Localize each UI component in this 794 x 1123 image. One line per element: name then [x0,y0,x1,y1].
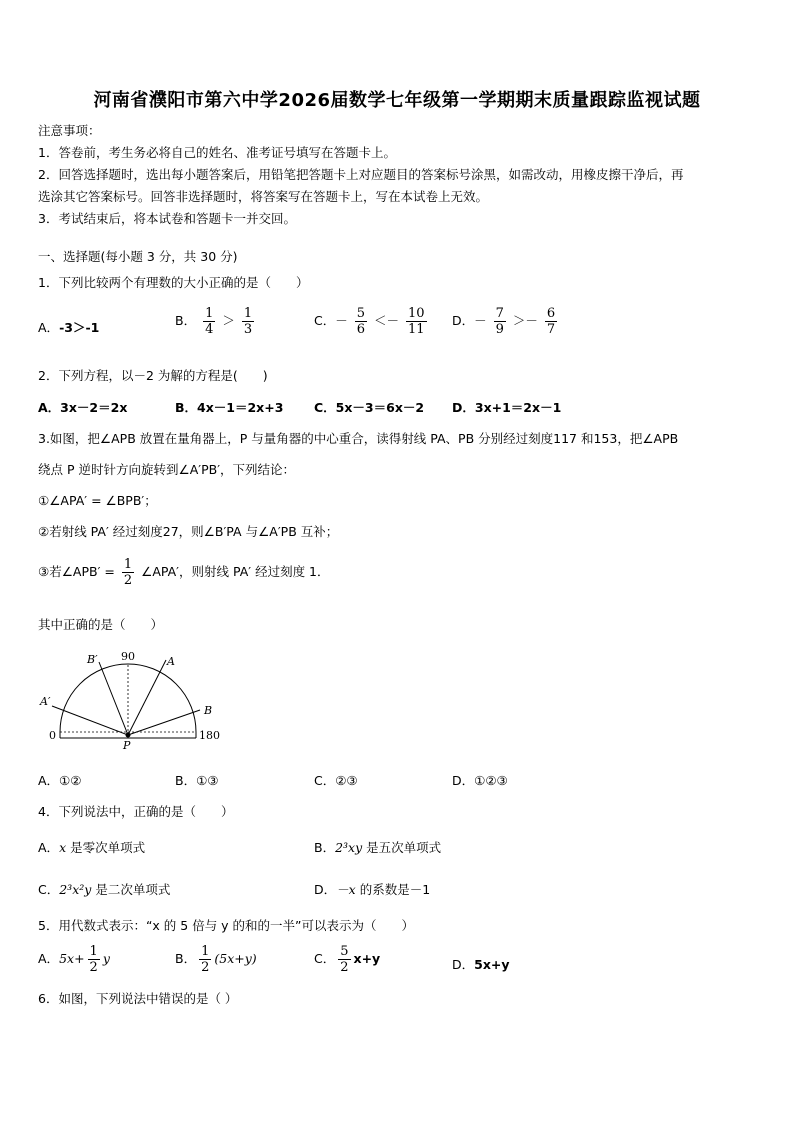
q2-option-c: C．5x－3＝6x－2 [314,400,425,415]
question-5-stem: 5．用代数式表示：“x 的 5 倍与 y 的和的一半”可以表示为（ ） [38,918,415,933]
q4-option-c [38,880,170,898]
statement-3-suffix: ∠APA′，则射线 PA′ 经过刻度 1． [141,564,330,579]
option-label: B． [175,313,197,328]
question-4-stem: 4．下列说法中，正确的是（ ） [38,804,234,819]
math-expression: x [59,840,67,855]
denominator: 3 [243,322,253,337]
q1-option-c [314,306,430,337]
question-3-stem-cont: 绕点 P 逆时针方向旋转到∠A′PB′，下列结论： [38,462,296,477]
q3-option-b: B．①③ [175,773,219,788]
math-expression: 5x+ [59,951,85,966]
math-expression: x+y [353,951,381,966]
numerator: 1 [205,306,214,321]
q4-option-d [314,880,430,898]
label-a-prime: A′ [40,695,51,708]
protractor-figure [34,646,234,750]
denominator: 6 [356,322,366,337]
fraction [338,944,350,975]
numerator: 1 [89,944,98,959]
option-label: B． [314,840,336,855]
math-expression: －x [336,882,356,897]
notice-item: 2．回答选择题时，选出每小题答案后，用铅笔把答题卡上对应题目的答案标号涂黑，如需改动，用橡皮擦干净后，再 [38,167,684,182]
numerator: 5 [356,306,366,321]
math-expression: y [102,951,110,966]
statement-1: ①∠APA′ = ∠BPB′； [38,493,157,508]
question-1-stem: 1．下列比较两个有理数的大小正确的是（ ） [38,275,309,290]
q3-option-a: A．①② [38,773,82,788]
label-p: P [123,739,131,750]
fraction [545,306,557,337]
operator: ＜－ [374,313,400,328]
numerator: 1 [243,306,253,321]
numerator: 1 [123,557,133,572]
q1-option-a [38,318,99,336]
option-text: 是零次单项式 [70,840,146,855]
denominator: 2 [340,960,349,975]
operator: － [474,313,487,328]
notice-heading: 注意事项： [38,123,101,138]
q2-option-a: A．3x－2＝2x [38,400,128,415]
option-text: 是五次单项式 [366,840,442,855]
q5-option-b [175,944,257,975]
option-label: C． [314,313,336,328]
operator: － [335,313,348,328]
center-point [126,733,131,738]
question-2-stem: 2．下列方程，以－2 为解的方程是( ) [38,368,268,383]
fraction [494,306,506,337]
operator: ＞ [222,313,235,328]
label-b-prime: B′ [87,653,98,666]
option-label: A． [38,320,60,335]
numerator: 1 [201,944,210,959]
q5-option-a [38,944,110,975]
denominator: 2 [123,573,133,588]
label-180: 180 [199,729,220,742]
page-title: 河南省濮阳市第六中学2026届数学七年级第一学期期末质量跟踪监视试题 [93,90,701,111]
option-label: D． [452,313,475,328]
label-0: 0 [49,729,56,742]
denominator: 11 [408,322,425,337]
option-text: -3＞-1 [59,320,100,335]
option-text: 是二次单项式 [95,882,171,897]
option-label: A． [38,951,60,966]
q1-option-b [175,306,257,337]
math-expression: (5x+y) [214,951,257,966]
q2-option-b: B．4x－1＝2x+3 [175,400,284,415]
option-label: C． [314,951,336,966]
question-3-ask: 其中正确的是（ ） [38,617,164,632]
notice-item: 1．答卷前，考生务必将自己的姓名、准考证号填写在答题卡上。 [38,145,396,160]
fraction [88,944,100,975]
q3-option-c: C．②③ [314,773,358,788]
fraction [242,306,254,337]
q4-option-a [38,838,145,856]
numerator: 5 [340,944,349,959]
fraction [355,306,367,337]
fraction [122,557,134,588]
fraction [199,944,211,975]
label-90: 90 [121,650,135,663]
option-text: 的系数是－1 [359,882,431,897]
denominator: 2 [201,960,210,975]
denominator: 4 [205,322,214,337]
q4-option-b [314,838,441,856]
option-label: C． [38,882,60,897]
notice-item: 选涂其它答案标号。回答非选择题时，将答案写在答题卡上，写在本试卷上无效。 [38,189,489,204]
operator: ＞－ [512,313,538,328]
fraction [203,306,215,337]
q5-option-c [314,944,380,975]
question-3-stem: 3.如图，把∠APB 放置在量角器上，P 与量角器的中心重合，读得射线 PA、PB 分别经过刻度117 和153，把∠APB [38,431,679,446]
option-label: B． [175,951,197,966]
q5-option-d [452,955,510,973]
ray-pa-prime [52,706,128,735]
ray-pb-prime [99,662,128,735]
notice-item: 3．考试结束后，将本试卷和答题卡一并交回。 [38,211,296,226]
math-expression: 2³xy [335,840,363,855]
denominator: 7 [546,322,556,337]
label-a: A [167,655,175,668]
statement-3 [38,557,330,588]
denominator: 9 [495,322,504,337]
q1-option-d [452,306,560,337]
numerator: 6 [546,306,556,321]
math-expression: 2³x²y [59,882,92,897]
option-text: 5x+y [474,957,510,972]
option-label: D． [452,957,475,972]
fraction [406,306,427,337]
statement-3-prefix: ③若∠APB′ = [38,564,115,579]
section-heading: 一、选择题(每小题 3 分，共 30 分) [38,249,238,264]
option-label: A． [38,840,60,855]
option-label: D． [314,882,337,897]
numerator: 10 [408,306,425,321]
q2-option-d: D．3x+1＝2x－1 [452,400,562,415]
label-b: B [204,704,213,717]
numerator: 7 [495,306,504,321]
question-6-stem: 6．如图，下列说法中错误的是（ ） [38,991,238,1006]
denominator: 2 [89,960,98,975]
statement-2: ②若射线 PA′ 经过刻度27，则∠B′PA 与∠A′PB 互补； [38,524,339,539]
q3-option-d: D．①②③ [452,773,508,788]
